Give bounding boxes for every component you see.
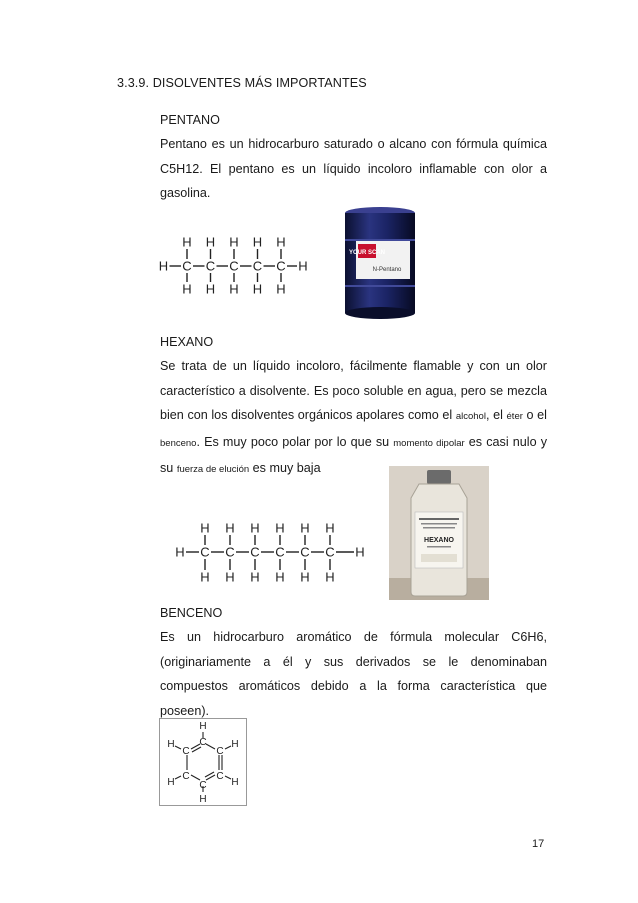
pentane-structure-diagram (155, 228, 315, 300)
svg-text:H: H (355, 544, 365, 560)
hexane-structure-diagram (170, 516, 370, 588)
benceno-paragraph: Es un hidrocarburo aromático de fórmula molecular C6H6, (originariamente a él y sus derivados se le denominaban compuestos aromáticos debido a la forma característica que poseen). (160, 630, 547, 718)
section-heading: 3.3.9. DISOLVENTES MÁS IMPORTANTES (117, 76, 367, 90)
hexano-paragraph: Se trata de un líquido incoloro, fácilmente flamable y con un olor característico a disolvente. Es poco soluble en agua, pero se mezcla bien con los disolventes orgánicos apolares como el alcohol, el éter o el benceno. Es muy poco polar por lo que su momento dipolar es casi nulo y su fuerza de elución es muy baja (160, 359, 548, 475)
svg-text:C: C (325, 544, 335, 560)
svg-text:C: C (205, 258, 216, 274)
bottle-label-text: HEXANO (424, 537, 454, 544)
svg-text:C: C (182, 746, 190, 757)
svg-text:C: C (216, 771, 224, 782)
pentano-paragraph: Pentano es un hidrocarburo saturado o alcano con fórmula química C5H12. El pentano es un líquido incoloro inflamable con olor a gasolina. (160, 137, 547, 200)
svg-text:H: H (300, 520, 310, 536)
svg-text:H: H (199, 721, 207, 732)
link-eter[interactable]: éter (506, 411, 523, 422)
svg-text:H: H (200, 569, 210, 585)
svg-text:H: H (300, 569, 310, 585)
svg-text:C: C (199, 737, 207, 748)
svg-text:H: H (225, 569, 235, 585)
svg-text:H: H (276, 234, 286, 250)
svg-text:H: H (205, 281, 216, 297)
svg-text:H: H (229, 281, 239, 297)
hexano-title: HEXANO (160, 335, 214, 349)
svg-text:H: H (298, 258, 308, 274)
page-number: 17 (532, 838, 545, 850)
svg-text:H: H (275, 520, 285, 536)
svg-text:H: H (231, 777, 239, 788)
svg-text:C: C (276, 258, 286, 274)
svg-text:C: C (182, 258, 192, 274)
svg-text:H: H (167, 777, 175, 788)
svg-text:H: H (199, 794, 207, 805)
svg-text:H: H (276, 281, 286, 297)
pentano-title: PENTANO (160, 113, 220, 127)
link-fuerza-de-elucion[interactable]: fuerza de elución (176, 464, 250, 475)
svg-text:C: C (199, 780, 207, 791)
svg-text:C: C (200, 544, 210, 560)
svg-text:H: H (175, 544, 185, 560)
svg-text:H: H (252, 281, 263, 297)
svg-text:C: C (275, 544, 285, 560)
svg-text:C: C (225, 544, 235, 560)
drum-product-text: N-Pentano (372, 267, 402, 273)
svg-text:H: H (275, 569, 285, 585)
hexane-bottle-image (389, 466, 489, 600)
svg-text:H: H (250, 569, 260, 585)
svg-text:H: H (229, 234, 239, 250)
link-momento-dipolar[interactable]: momento dipolar (393, 437, 465, 449)
svg-text:H: H (182, 234, 192, 250)
svg-text:H: H (205, 234, 216, 250)
drum-brand-text: YOUR SCAN (348, 250, 386, 256)
svg-text:H: H (182, 281, 192, 297)
svg-text:H: H (200, 520, 210, 536)
benzene-structure-diagram (159, 718, 247, 806)
link-benceno[interactable]: benceno (160, 437, 197, 449)
svg-text:H: H (250, 520, 260, 536)
svg-text:C: C (252, 258, 263, 274)
svg-text:H: H (252, 234, 263, 250)
svg-text:C: C (216, 746, 224, 757)
svg-text:H: H (167, 739, 175, 750)
svg-text:H: H (325, 520, 335, 536)
svg-text:C: C (300, 544, 310, 560)
svg-text:C: C (182, 771, 190, 782)
svg-text:H: H (325, 569, 335, 585)
svg-text:H: H (225, 520, 235, 536)
benceno-title: BENCENO (160, 606, 223, 620)
svg-text:H: H (231, 739, 239, 750)
svg-text:C: C (250, 544, 260, 560)
link-alcohol[interactable]: alcohol (455, 411, 486, 422)
pentane-drum-image (342, 205, 418, 321)
svg-text:C: C (229, 258, 239, 274)
svg-text:H: H (158, 258, 169, 274)
